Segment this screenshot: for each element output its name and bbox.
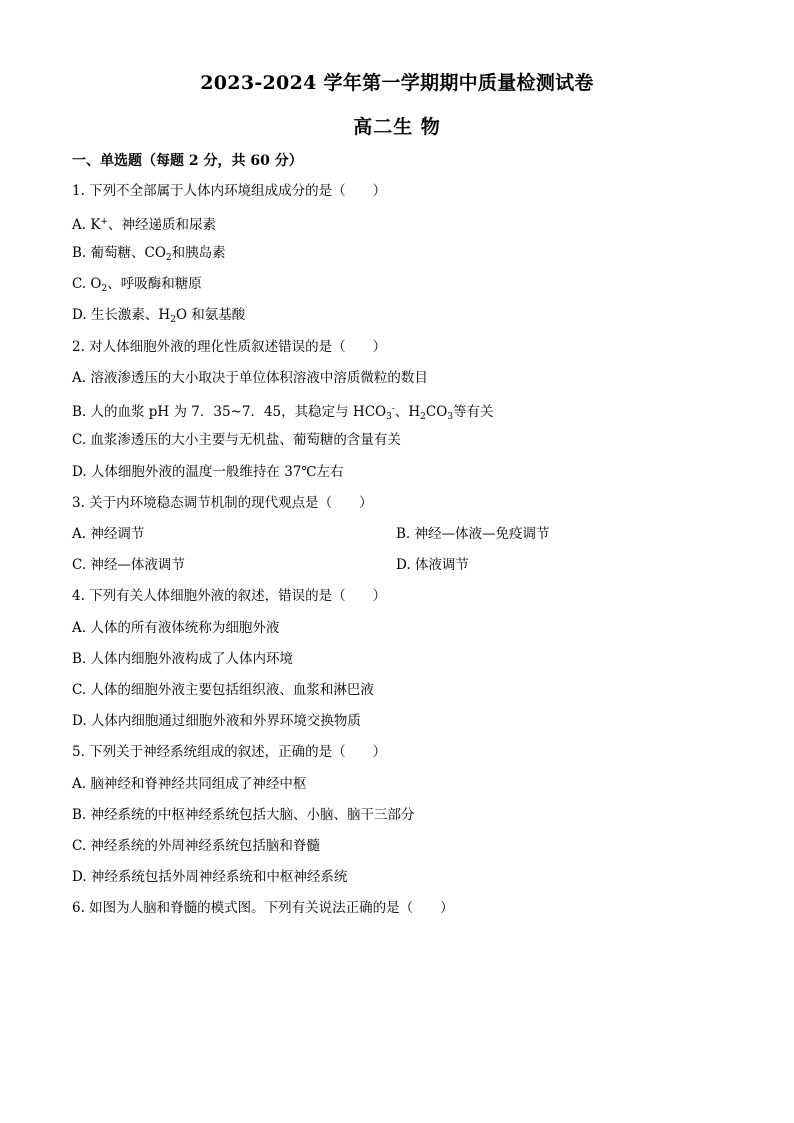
section-heading: 一、单选题（每题 2 分，共 60 分）: [72, 153, 303, 169]
exam-subject: 高二生 物: [353, 116, 441, 138]
question-5-option-b[interactable]: B. 神经系统的中枢神经系统包括大脑、小脑、脑干三部分: [72, 807, 415, 823]
question-4-stem: 4. 下列有关人体细胞外液的叙述，错误的是（ ）: [72, 588, 387, 604]
question-4-option-a[interactable]: A. 人体的所有液体统称为细胞外液: [72, 620, 280, 636]
question-3-option-c[interactable]: C. 神经—体液调节: [72, 557, 185, 573]
question-3-option-d[interactable]: D. 体液调节: [396, 557, 469, 573]
question-1-stem: 1. 下列不全部属于人体内环境组成成分的是（ ）: [72, 183, 387, 199]
question-5-option-c[interactable]: C. 神经系统的外周神经系统包括脑和脊髓: [72, 838, 320, 854]
question-1-option-d[interactable]: D. 生长激素、$H_2O$ 和氨基酸: [72, 307, 246, 325]
question-6-stem: 6. 如图为人脑和脊髓的模式图。下列有关说法正确的是（ ）: [72, 900, 454, 916]
question-2-option-b[interactable]: B. 人的血浆 pH 为 7．35~7．45，其稳定与 $HCO_3^-$、$H_2CO_3$等有关: [72, 404, 494, 422]
question-2-option-a[interactable]: A. 溶液渗透压的大小取决于单位体积溶液中溶质微粒的数目: [72, 370, 428, 386]
question-3-stem: 3. 关于内环境稳态调节机制的现代观点是（ ）: [72, 495, 373, 511]
question-1-option-c[interactable]: C. $O_2$、呼吸酶和糖原: [72, 276, 202, 294]
question-3-option-b[interactable]: B. 神经—体液—免疫调节: [396, 526, 550, 542]
question-4-option-c[interactable]: C. 人体的细胞外液主要包括组织液、血浆和淋巴液: [72, 682, 374, 698]
exam-title: 2023-2024 学年第一学期期中质量检测试卷: [200, 72, 594, 94]
question-1-option-b[interactable]: B. 葡萄糖、$CO_2$和胰岛素: [72, 245, 226, 263]
question-2-stem: 2. 对人体细胞外液的理化性质叙述错误的是（ ）: [72, 339, 387, 355]
question-5-option-a[interactable]: A. 脑神经和脊神经共同组成了神经中枢: [72, 776, 307, 792]
question-2-option-d[interactable]: D. 人体细胞外液的温度一般维持在 37℃左右: [72, 464, 344, 480]
question-5-option-d[interactable]: D. 神经系统包括外周神经系统和中枢神经系统: [72, 869, 348, 885]
question-4-option-b[interactable]: B. 人体内细胞外液构成了人体内环境: [72, 651, 294, 667]
question-1-option-a[interactable]: A. K+、神经递质和尿素: [72, 217, 216, 233]
question-5-stem: 5. 下列关于神经系统组成的叙述，正确的是（ ）: [72, 744, 387, 760]
question-3-option-a[interactable]: A. 神经调节: [72, 526, 145, 542]
question-4-option-d[interactable]: D. 人体内细胞通过细胞外液和外界环境交换物质: [72, 713, 361, 729]
question-2-option-c[interactable]: C. 血浆渗透压的大小主要与无机盐、葡萄糖的含量有关: [72, 432, 401, 448]
